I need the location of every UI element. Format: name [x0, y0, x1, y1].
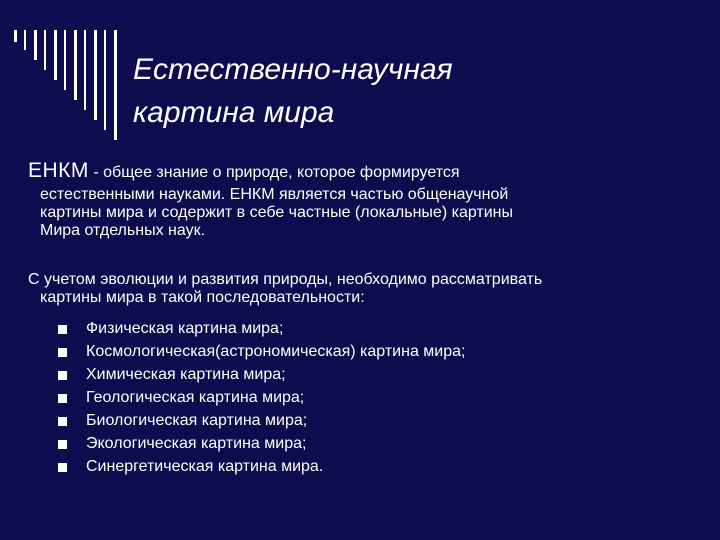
intro-line-2: картины мира в такой последовательности: [40, 289, 365, 306]
world-pictures-list [56, 317, 465, 478]
list-item [56, 455, 465, 478]
square-bullet-icon [58, 394, 67, 403]
definition-paragraph [28, 158, 698, 240]
list-item-label: Космологическая(астрономическая) картина мира; [86, 343, 466, 360]
decorative-bar [54, 30, 57, 80]
list-item [56, 363, 465, 386]
decorative-bar [14, 30, 17, 42]
decorative-bar [74, 30, 77, 100]
list-item-label: Геологическая картина мира; [86, 389, 305, 406]
definition-line-2: естественными науками. ЕНКМ является частью общенаучной [40, 186, 509, 203]
square-bullet-icon [58, 440, 67, 449]
square-bullet-icon [58, 325, 67, 334]
definition-line-4: Мира отдельных наук. [40, 222, 206, 239]
list-item [56, 317, 465, 340]
list-item [56, 432, 465, 455]
decorative-bar [24, 30, 26, 50]
decorative-bar [94, 30, 97, 120]
decorative-bar [64, 30, 66, 90]
title-line-1: Естественно-научная [133, 53, 453, 86]
definition-first-line: - общее знание о природе, которое формируется [88, 164, 460, 181]
list-item [56, 409, 465, 432]
list-item-label: Синергетическая картина мира. [86, 458, 324, 475]
square-bullet-icon [58, 348, 67, 357]
definition-abbr: ЕНКМ [28, 159, 89, 182]
list-item [56, 386, 465, 409]
intro-line-1: С учетом эволюции и развития природы, необходимо рассматривать [28, 271, 543, 288]
square-bullet-icon [58, 417, 67, 426]
decorative-bar [34, 30, 37, 60]
decorative-bar [104, 30, 106, 130]
list-item-label: Экологическая картина мира; [86, 435, 307, 452]
title-line-2: картина мира [133, 96, 335, 129]
list-item-label: Химическая картина мира; [86, 366, 286, 383]
slide-title [133, 48, 693, 134]
vertical-bars-decoration [14, 30, 124, 140]
definition-line-3: картины мира и содержит в себе частные (локальные) картины [40, 204, 513, 221]
square-bullet-icon [58, 371, 67, 380]
list-item-label: Физическая картина мира; [86, 320, 284, 337]
intro-paragraph [28, 271, 698, 307]
decorative-bar [44, 30, 46, 70]
decorative-bar [84, 30, 86, 110]
square-bullet-icon [58, 463, 67, 472]
list-item-label: Биологическая картина мира; [86, 412, 308, 429]
list-item [56, 340, 465, 363]
decorative-bar [114, 30, 117, 140]
